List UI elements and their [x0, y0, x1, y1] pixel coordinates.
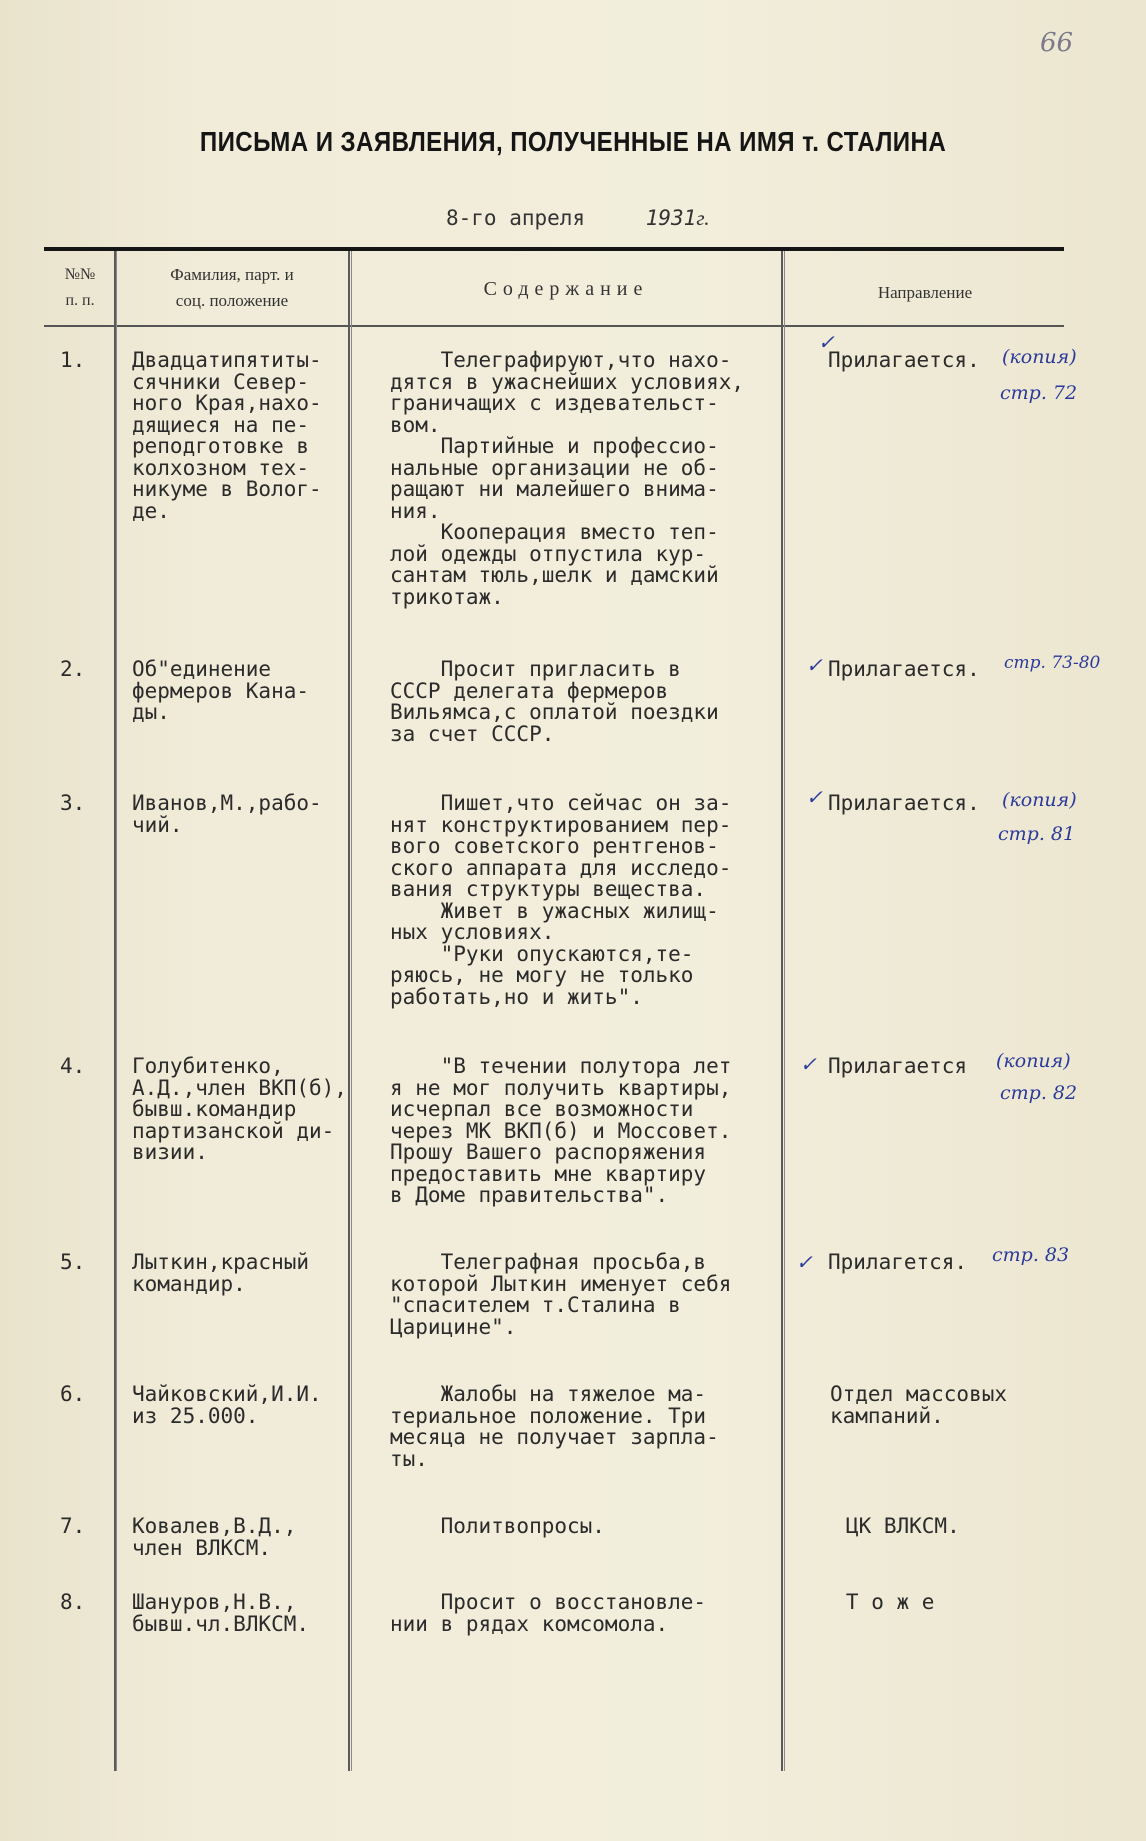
check-mark-icon: ✓: [806, 653, 823, 677]
handwritten-page-ref: стр. 81: [998, 823, 1076, 845]
handwritten-page-ref: стр. 73-80: [1004, 653, 1101, 673]
column-divider: [116, 251, 117, 1771]
entry-direction: Т о ж е: [808, 1590, 935, 1614]
entry-content: Политвопросы.: [390, 1514, 605, 1538]
entry-direction: Отдел массовых кампаний.: [830, 1382, 1008, 1428]
header-rule: [44, 325, 1064, 327]
entry-name: Об"единение фермеров Кана- ды.: [132, 657, 310, 724]
entry-number: 7.: [60, 1514, 86, 1538]
entry-content: Пишет,что сейчас он за- нят конструктированием пер- вого советского рентгенов- ского аппарата для исследо- вания структуры вещества. Живет в ужасных жилищ- ных условиях. "Руки опускаются,те- ряюсь, не могу не только работать,но и жить".: [390, 791, 732, 1009]
header-number: №№ п. п.: [64, 266, 96, 309]
date-year: 1931: [645, 206, 697, 230]
sheet-number: 66: [1040, 28, 1074, 58]
entry-direction: ЦК ВЛКСМ.: [808, 1514, 960, 1538]
column-divider: [348, 251, 350, 1771]
check-mark-icon: ✓: [800, 1052, 817, 1076]
entry-name: Чайковский,И.И. из 25.000.: [132, 1382, 322, 1428]
entry-number: 3.: [60, 791, 86, 815]
entry-content: "В течении полутора лет я не мог получить квартиры, исчерпал все возможности через МК ВКП(б) и Моссовет. Прошу Вашего распоряжения предоставить мне квартиру в Доме правительства".: [390, 1054, 732, 1207]
entry-name: Иванов,М.,рабо- чий.: [132, 791, 322, 837]
check-mark-icon: ✓: [818, 330, 835, 354]
entry-name: Шануров,Н.В., бывш.чл.ВЛКСМ.: [132, 1590, 310, 1636]
entry-content: Просит о восстановле- нии в рядах комсомола.: [390, 1590, 707, 1636]
handwritten-note: (копия): [1002, 789, 1077, 811]
entry-direction: Прилагается.: [828, 791, 980, 815]
entry-number: 1.: [60, 348, 86, 372]
date-unit: г.: [696, 206, 710, 230]
date-text: 8-го апреля: [446, 206, 586, 230]
header-content: Содержание: [483, 278, 649, 300]
entry-content: Жалобы на тяжелое ма- териальное положение. Три месяца не получает зарпла- ты.: [390, 1382, 719, 1471]
header-direction: Направление: [877, 283, 973, 302]
entry-content: Просит пригласить в СССР делегата фермеров Вильямса,с оплатой поездки за счет СССР.: [390, 657, 719, 746]
check-mark-icon: ✓: [806, 785, 823, 809]
entry-name: Ковалев,В.Д., член ВЛКСМ.: [132, 1514, 297, 1560]
handwritten-note: (копия): [1002, 346, 1077, 368]
entry-number: 6.: [60, 1382, 86, 1406]
entry-number: 2.: [60, 657, 86, 681]
column-divider: [784, 251, 785, 1771]
handwritten-note: (копия): [996, 1050, 1071, 1072]
entry-number: 8.: [60, 1590, 86, 1614]
date-line: [446, 206, 709, 231]
entry-direction: Прилагется.: [828, 1250, 968, 1274]
handwritten-page-ref: стр. 83: [992, 1244, 1070, 1266]
entry-direction: Прилагается.: [828, 348, 980, 372]
entry-name: Двадцатипятиты- сячники Север- ного Края,нахо- дящиеся на пе- реподготовке в колхозном тех- никуме в Волог- де.: [132, 348, 322, 523]
entry-direction: Прилагается.: [828, 657, 980, 681]
entry-name: Голубитенко, А.Д.,член ВКП(б), бывш.командир партизанской ди- визии.: [132, 1054, 347, 1164]
column-divider: [351, 251, 352, 1771]
check-mark-icon: ✓: [796, 1250, 813, 1274]
entry-number: 4.: [60, 1054, 86, 1078]
handwritten-page-ref: стр. 82: [1000, 1082, 1078, 1104]
entry-direction: Прилагается: [828, 1054, 968, 1078]
entry-name: Лыткин,красный командир.: [132, 1250, 310, 1296]
entry-number: 5.: [60, 1250, 86, 1274]
page-title: ПИСЬМА И ЗАЯВЛЕНИЯ, ПОЛУЧЕННЫЕ НА ИМЯ т. СТАЛИНА: [199, 126, 947, 157]
column-divider: [781, 251, 783, 1771]
header-name: Фамилия, парт. и соц. положение: [170, 265, 294, 310]
top-rule: [44, 247, 1064, 251]
entry-content: Телеграфная просьба,в которой Лыткин именует себя "спасителем т.Сталина в Царицине".: [390, 1250, 732, 1339]
handwritten-page-ref: стр. 72: [1000, 382, 1078, 404]
entry-content: Телеграфируют,что нахо- дятся в ужаснейших условиях, граничащих с издевательст- вом. Партийные и профессио- нальные организации не об- ращают ни малейшего внима- ния. Кооперация вместо теп- лой одежды отпустила кур- сантам тюль,шелк и дамский трикотаж.: [390, 348, 745, 609]
